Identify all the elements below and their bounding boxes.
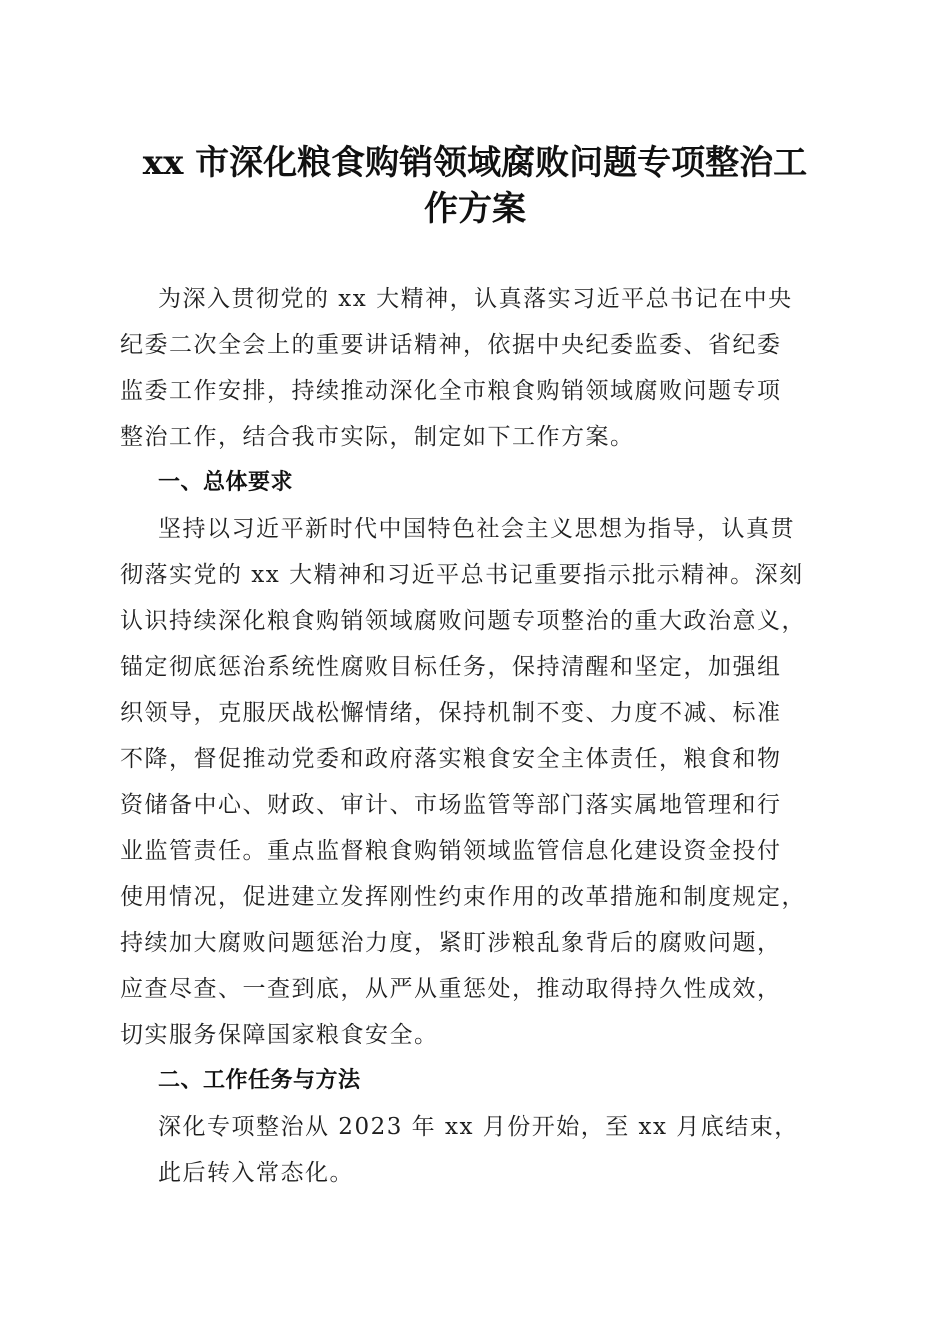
- section1-line: 持续加大腐败问题惩治力度，紧盯涉粮乱象背后的腐败问题，: [120, 930, 782, 956]
- document-title: [120, 140, 830, 232]
- section-heading-tasks-and-methods: 二、工作任务与方法: [158, 1068, 361, 1093]
- section2-line: 此后转入常态化。: [158, 1160, 354, 1186]
- intro-line: 整治工作，结合我市实际，制定如下工作方案。: [120, 424, 635, 450]
- document-body: [120, 276, 840, 1196]
- section-heading-overall-requirements: 一、总体要求: [158, 470, 294, 495]
- section1-line: 坚持以习近平新时代中国特色社会主义思想为指导，认真贯: [158, 516, 795, 542]
- section1-line: 认识持续深化粮食购销领域腐败问题专项整治的重大政治意义，: [120, 608, 806, 634]
- intro-line: 纪委二次全会上的重要讲话精神，依据中央纪委监委、省纪委: [120, 332, 782, 358]
- section2-line: 深化专项整治从 2023 年 xx 月份开始，至 xx 月底结束，: [158, 1114, 799, 1140]
- section1-line: 资储备中心、财政、审计、市场监管等部门落实属地管理和行: [120, 792, 782, 818]
- section1-line: 彻落实党的 xx 大精神和习近平总书记重要指示批示精神。深刻: [120, 562, 804, 588]
- section1-line: 切实服务保障国家粮食安全。: [120, 1022, 439, 1048]
- section1-line: 织领导，克服厌战松懈情绪，保持机制不变、力度不减、标准: [120, 700, 782, 726]
- section1-line: 应查尽查、一查到底，从严从重惩处，推动取得持久性成效，: [120, 976, 782, 1002]
- section1-line: 锚定彻底惩治系统性腐败目标任务，保持清醒和坚定，加强组: [120, 654, 782, 680]
- section1-line: 业监管责任。重点监督粮食购销领域监管信息化建设资金投付: [120, 838, 782, 864]
- title-line-2: 作方案: [424, 189, 526, 229]
- section1-line: 使用情况，促进建立发挥刚性约束作用的改革措施和制度规定，: [120, 884, 806, 910]
- intro-line: 为深入贯彻党的 xx 大精神，认真落实习近平总书记在中央: [158, 286, 793, 312]
- title-line-1: xx 市深化粮食购销领域腐败问题专项整治工: [142, 143, 808, 183]
- intro-line: 监委工作安排，持续推动深化全市粮食购销领域腐败问题专项: [120, 378, 782, 404]
- section1-line: 不降，督促推动党委和政府落实粮食安全主体责任，粮食和物: [120, 746, 782, 772]
